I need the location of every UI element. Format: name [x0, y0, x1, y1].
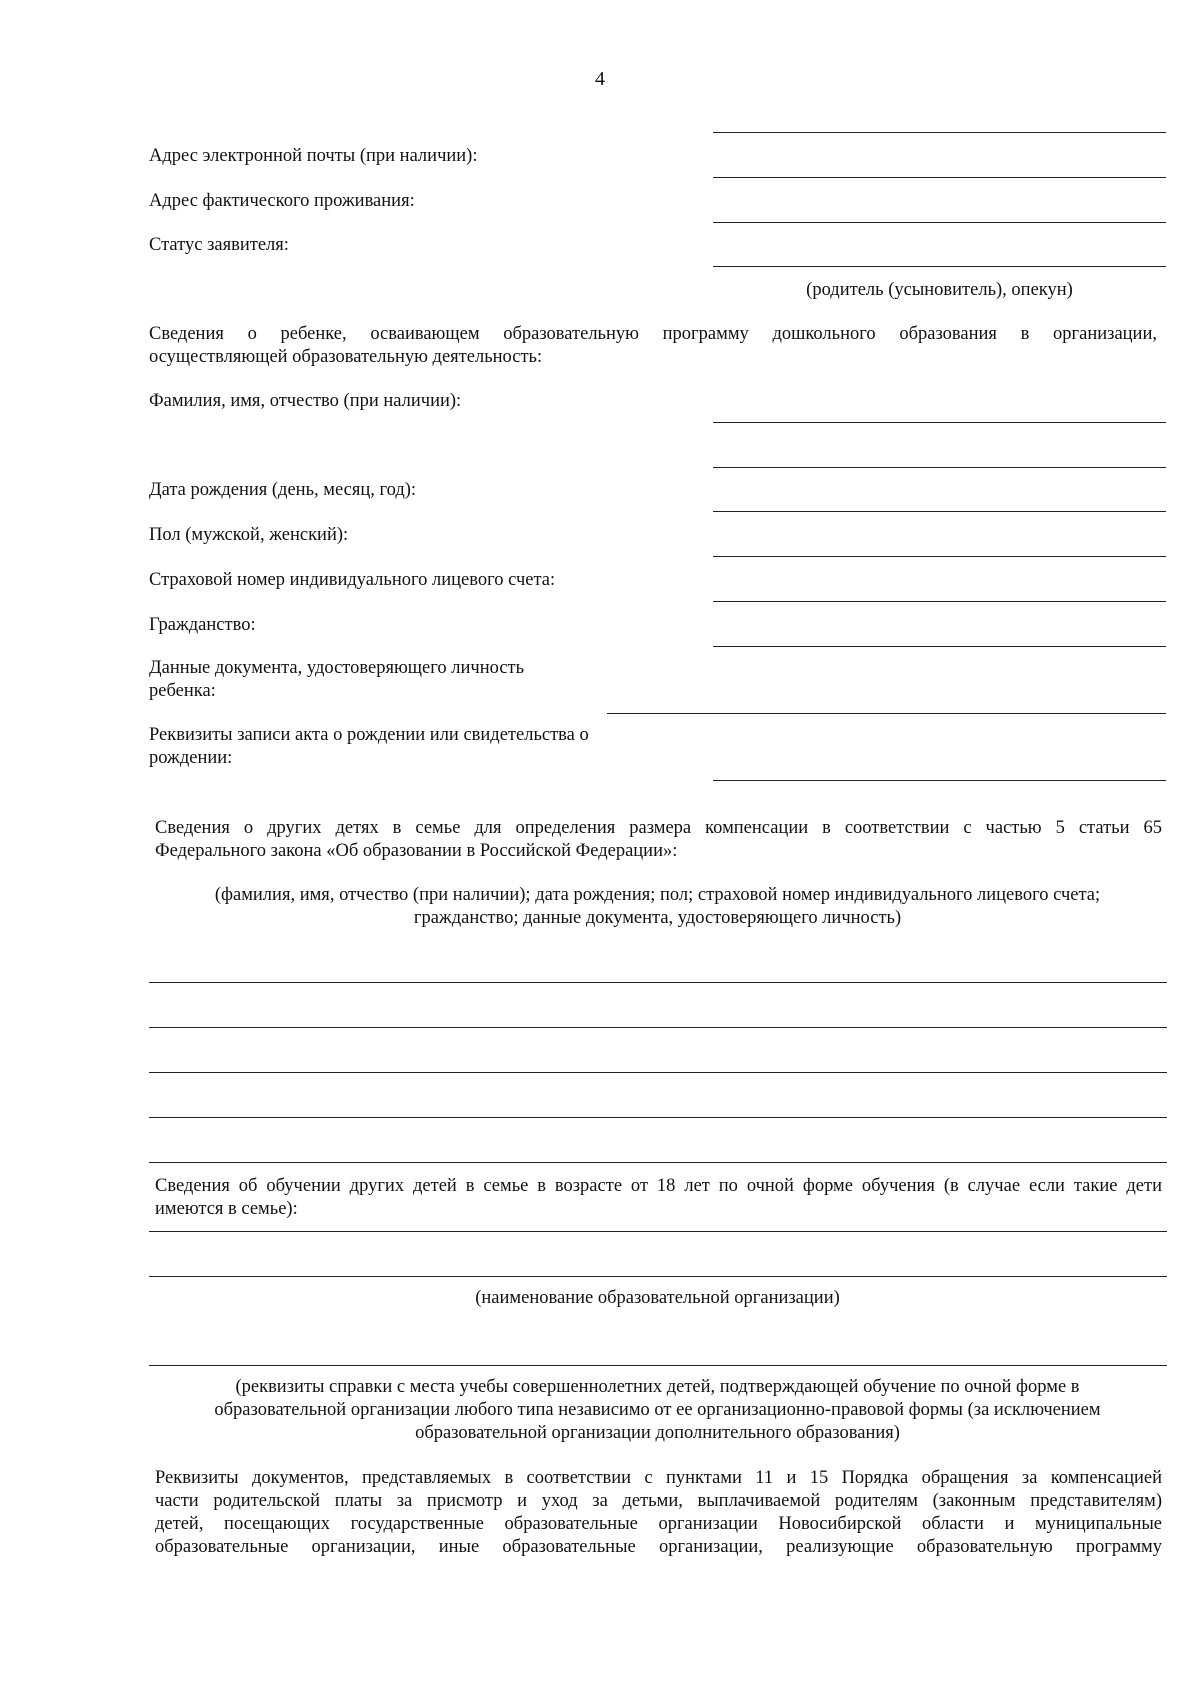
- other-children-hint-line1: (фамилия, имя, отчество (при наличии); дата рождения; пол; страховой номер индивидуального лицевого счета;: [214, 885, 1101, 905]
- child-id-doc-label-line1: Данные документа, удостоверяющего личность: [149, 658, 525, 678]
- child-birth-field[interactable]: [713, 511, 1166, 512]
- other-children-intro-line1: Сведения о других детях в семье для определения размера компенсации в соответствии с частью 5 статьи 65: [155, 818, 1162, 838]
- child-sex-field[interactable]: [713, 556, 1166, 557]
- status-label: Статус заявителя:: [149, 235, 289, 255]
- other-children-hint-line2: гражданство; данные документа, удостоверяющего личность): [413, 908, 902, 928]
- other-children-field-5[interactable]: [149, 1162, 1167, 1163]
- child-id-doc-field[interactable]: [607, 713, 1166, 714]
- child-fio-field[interactable]: [713, 422, 1166, 423]
- child-snils-field[interactable]: [713, 601, 1166, 602]
- other-children-intro-line2: Федерального закона «Об образовании в Российской Федерации»:: [155, 841, 678, 861]
- child-snils-label: Страховой номер индивидуального лицевого счета:: [149, 570, 556, 590]
- documents-line4: образовательные организации, иные образовательные организации, реализующие образовательную программу: [155, 1537, 1162, 1557]
- other-children-field-4[interactable]: [149, 1117, 1167, 1118]
- child-citizenship-field[interactable]: [713, 646, 1166, 647]
- child-birth-record-label-line2: рождении:: [149, 748, 233, 768]
- child-birth-label: Дата рождения (день, месяц, год):: [149, 480, 417, 500]
- status-hint: (родитель (усыновитель), опекун): [806, 280, 1073, 300]
- adult-children-intro-line2: имеются в семье):: [155, 1199, 298, 1219]
- child-sex-label: Пол (мужской, женский):: [149, 525, 349, 545]
- adult-children-org-hint: (наименование образовательной организации): [475, 1288, 840, 1308]
- documents-line3: детей, посещающих государственные образовательные организации Новосибирской области и муниципальные: [155, 1514, 1162, 1534]
- child-birth-record-label-line1: Реквизиты записи акта о рождении или свидетельства о: [149, 725, 589, 745]
- adult-children-org-field[interactable]: [149, 1276, 1167, 1277]
- address-label: Адрес фактического проживания:: [149, 191, 415, 211]
- documents-line1: Реквизиты документов, представляемых в соответствии с пунктами 11 и 15 Порядка обращения за компенсацией: [155, 1468, 1162, 1488]
- child-intro-line1: Сведения о ребенке, осваивающем образовательную программу дошкольного образования в организации,: [149, 324, 1157, 344]
- adult-children-field-1[interactable]: [149, 1231, 1167, 1232]
- address-field[interactable]: [713, 222, 1166, 223]
- documents-line2: части родительской платы за присмотр и уход за детьми, выплачиваемой родителям (законным представителям): [155, 1491, 1162, 1511]
- other-children-field-3[interactable]: [149, 1072, 1167, 1073]
- adult-children-intro-line1: Сведения об обучении других детей в семье в возрасте от 18 лет по очной форме обучения (в случае если такие дети: [155, 1176, 1162, 1196]
- email-field[interactable]: [713, 177, 1166, 178]
- child-fio-field-2[interactable]: [713, 467, 1166, 468]
- other-children-field-2[interactable]: [149, 1027, 1167, 1028]
- page-number: 4: [595, 68, 605, 90]
- adult-children-cert-field[interactable]: [149, 1365, 1167, 1366]
- adult-children-cert-hint-line1: (реквизиты справки с места учебы совершеннолетних детей, подтверждающей обучение по очной форме в: [235, 1377, 1080, 1397]
- child-id-doc-label-line2: ребенка:: [149, 681, 216, 701]
- child-citizenship-label: Гражданство:: [149, 615, 256, 635]
- other-children-field-1[interactable]: [149, 982, 1167, 983]
- adult-children-cert-hint-line2: образовательной организации любого типа независимо от ее организационно-правовой формы (за исключением: [214, 1400, 1101, 1420]
- child-birth-record-field[interactable]: [713, 780, 1166, 781]
- status-field[interactable]: [713, 266, 1166, 267]
- adult-children-cert-hint-line3: образовательной организации дополнительного образования): [415, 1423, 900, 1443]
- email-label: Адрес электронной почты (при наличии):: [149, 146, 478, 166]
- child-intro-line2: осуществляющей образовательную деятельность:: [149, 347, 543, 367]
- fill-line-top[interactable]: [713, 132, 1166, 133]
- child-fio-label: Фамилия, имя, отчество (при наличии):: [149, 391, 462, 411]
